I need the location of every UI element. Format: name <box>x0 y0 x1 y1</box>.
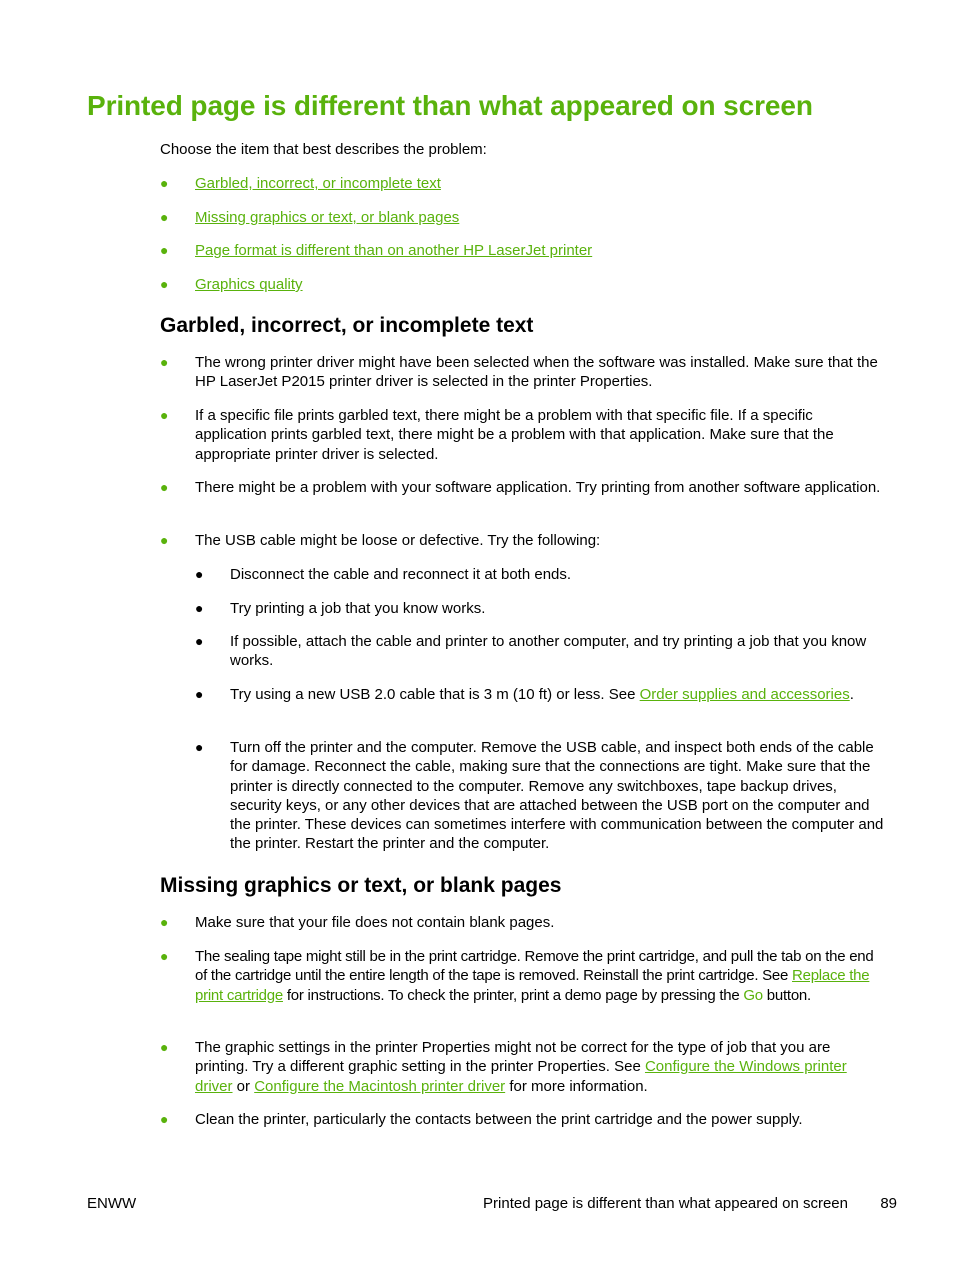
sub-list-item <box>195 565 885 584</box>
bullet-icon: ● <box>160 1039 169 1055</box>
sub-item-text: Try printing a job that you know works. <box>230 600 486 617</box>
item-text-part: The graphic settings in the printer Properties might not be correct for the type of job that you are printing. Try a different graphic setting in the printer Properties. See <box>195 1039 831 1076</box>
bullet-icon: ● <box>195 600 204 616</box>
item-text: There might be a problem with your software application. Try printing from another software application. <box>195 479 881 496</box>
item-text-part: The sealing tape might still be in the print cartridge. Remove the print cartridge, and pull the tab on the end of the cartridge until the entire length of the tape is removed. Reinstall the print cartridge. See <box>195 948 874 985</box>
list-item <box>160 1038 885 1096</box>
page-number: 89 <box>880 1195 897 1212</box>
item-text-part: for more information. <box>505 1077 648 1095</box>
list-item <box>160 1110 885 1129</box>
list-item <box>160 406 885 464</box>
toc-link-page-format[interactable]: Page format is different than on another HP LaserJet printer <box>195 242 593 259</box>
toc-item <box>160 208 885 227</box>
bullet-icon: ● <box>160 914 169 930</box>
toc-item <box>160 241 885 260</box>
order-supplies-link[interactable]: Order supplies and accessories <box>639 686 850 703</box>
list-item <box>160 947 885 1005</box>
sub-item-text-part: Try using a new USB 2.0 cable that is 3 m (10 ft) or less. See <box>230 686 640 703</box>
sub-item-text: If possible, attach the cable and printer to another computer, and try printing a job that you know works. <box>230 633 867 670</box>
item-text: If a specific file prints garbled text, there might be a problem with that specific file. If a specific application prints garbled text, there might be a problem with that application. Make sure that the appropriate printer driver is selected. <box>195 407 834 463</box>
bullet-icon: ● <box>195 566 204 582</box>
bullet-icon: ● <box>160 948 169 964</box>
bullet-icon: ● <box>160 175 169 191</box>
item-text: Clean the printer, particularly the contacts between the print cartridge and the power supply. <box>195 1111 803 1128</box>
footer-left: ENWW <box>87 1195 137 1212</box>
item-text: The wrong printer driver might have been selected when the software was installed. Make sure that the HP LaserJet P2015 printer driver is selected in the printer Properties. <box>195 354 878 391</box>
sub-list-item <box>195 738 885 854</box>
section-heading-garbled: Garbled, incorrect, or incomplete text <box>160 314 534 337</box>
replace-cartridge-link[interactable]: Replace the print cartridge <box>195 967 870 1004</box>
list-item <box>160 913 885 932</box>
sub-item-text: Turn off the printer and the computer. Remove the USB cable, and inspect both ends of the cable for damage. Reconnect the cable, making sure that the connections are tight. Make sure that the printer is directly connected to the computer. Remove any switchboxes, tape backup drives, security keys, or any other devices that are attached between the USB port on the computer and the printer. These devices can sometimes interfere with communication between the computer and the printer. Restart the printer and the computer. <box>230 739 884 853</box>
sub-item-text-part: . <box>849 686 854 703</box>
item-text <box>195 1038 885 1096</box>
bullet-icon: ● <box>160 354 169 370</box>
sub-list-item <box>195 685 885 704</box>
bullet-icon: ● <box>160 532 169 548</box>
list-item <box>160 531 885 550</box>
bullet-icon: ● <box>160 479 169 495</box>
item-text-part: or <box>232 1077 255 1095</box>
bullet-icon: ● <box>160 1111 169 1127</box>
item-text: Make sure that your file does not contain blank pages. <box>195 914 555 931</box>
bullet-icon: ● <box>195 686 204 702</box>
bullet-icon: ● <box>195 633 204 649</box>
footer-center: Printed page is different than what appeared on screen <box>483 1195 848 1212</box>
item-text: The USB cable might be loose or defective. Try the following: <box>195 532 601 549</box>
bullet-icon: ● <box>160 242 169 258</box>
item-text-part: button. <box>762 986 811 1004</box>
list-item <box>160 478 885 497</box>
page-title: Printed page is different than what appeared on screen <box>87 90 813 121</box>
sub-item-text: Disconnect the cable and reconnect it at both ends. <box>230 566 572 583</box>
sub-item-text <box>230 685 885 704</box>
item-text-part: for instructions. To check the printer, print a demo page by pressing the <box>282 986 744 1004</box>
intro-text: Choose the item that best describes the problem: <box>160 141 487 158</box>
bullet-icon: ● <box>160 276 169 292</box>
section-heading-missing-graphics: Missing graphics or text, or blank pages <box>160 874 562 897</box>
item-text <box>195 947 885 1005</box>
toc-link-garbled-text[interactable]: Garbled, incorrect, or incomplete text <box>195 175 441 192</box>
toc-item <box>160 174 885 193</box>
toc-item <box>160 275 885 294</box>
sub-list-item <box>195 599 885 618</box>
bullet-icon: ● <box>160 209 169 225</box>
toc-link-missing-graphics[interactable]: Missing graphics or text, or blank pages <box>195 209 460 226</box>
sub-list-item <box>195 632 885 671</box>
bullet-icon: ● <box>160 407 169 423</box>
list-item <box>160 353 885 392</box>
bullet-icon: ● <box>195 739 204 755</box>
toc-link-graphics-quality[interactable]: Graphics quality <box>195 276 303 293</box>
configure-mac-driver-link[interactable]: Configure the Macintosh printer driver <box>254 1077 506 1095</box>
configure-windows-driver-link[interactable]: Configure the Windows printer driver <box>195 1058 847 1095</box>
go-button-label: Go <box>743 986 763 1004</box>
